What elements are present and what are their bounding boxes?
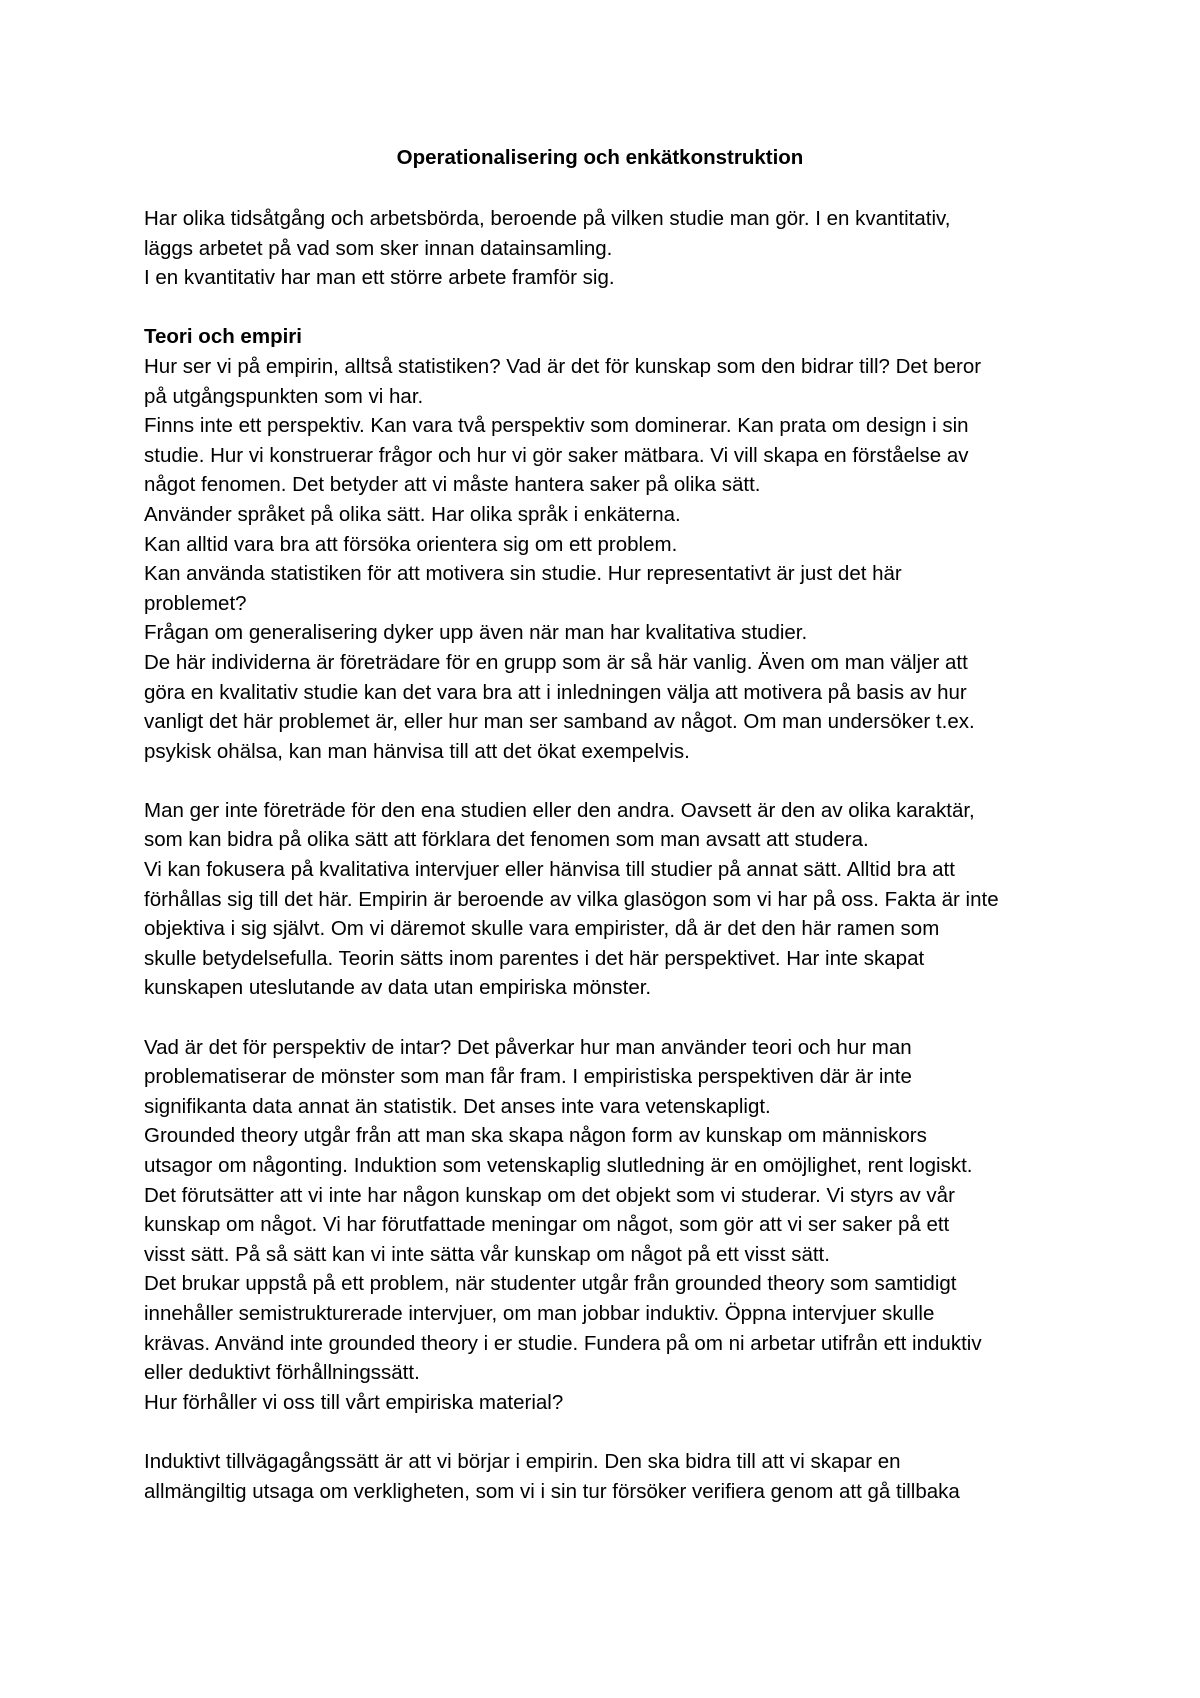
text-line: Kan använda statistiken för att motivera sin studie. Hur representativt är just det här [144,562,902,586]
paragraph-spacer [144,293,1084,323]
text-line: visst sätt. På så sätt kan vi inte sätta vår kunskap om något på ett visst sätt. [144,1242,830,1266]
text-line: på utgångspunkten som vi har. [144,384,424,408]
text-line: Hur ser vi på empirin, alltså statistiken? Vad är det för kunskap som den bidrar till? Det beror [144,354,982,378]
document-body [144,204,1084,1506]
text-line: Det brukar uppstå på ett problem, när studenter utgår från grounded theory som samtidigt [144,1272,957,1296]
text-line: Man ger inte företräde för den ena studien eller den andra. Oavsett är den av olika karaktär, [144,798,975,822]
text-line: Använder språket på olika sätt. Har olika språk i enkäterna. [144,502,681,526]
text-line: läggs arbetet på vad som sker innan datainsamling. [144,236,613,260]
text-line: Finns inte ett perspektiv. Kan vara två perspektiv som dominerar. Kan prata om design i sin [144,414,969,438]
paragraph-spacer [144,1417,1084,1447]
text-line: Hur förhåller vi oss till vårt empiriska material? [144,1390,564,1414]
text-line: Grounded theory utgår från att man ska skapa någon form av kunskap om människors [144,1124,927,1148]
text-line: förhållas sig till det här. Empirin är beroende av vilka glasögon som vi har på oss. Fakta är inte [144,887,999,911]
paragraph-perspectives [144,796,1084,1003]
text-line: psykisk ohälsa, kan man hänvisa till att det ökat exempelvis. [144,739,690,763]
text-line: som kan bidra på olika sätt att förklara det fenomen som man avsatt att studera. [144,828,869,852]
text-line: Vad är det för perspektiv de intar? Det påverkar hur man använder teori och hur man [144,1035,912,1059]
paragraph-intro [144,204,1084,293]
text-line: allmängiltig utsaga om verkligheten, som vi i sin tur försöker verifiera genom att gå tillbaka [144,1479,960,1503]
text-line: I en kvantitativ har man ett större arbete framför sig. [144,266,615,290]
text-line: De här individerna är företrädare för en grupp som är så här vanlig. Även om man väljer att [144,650,968,674]
text-line: kunskap om något. Vi har förutfattade meningar om något, som gör att vi ser saker på ett [144,1213,950,1237]
paragraph-spacer [144,1003,1084,1033]
text-line: Induktivt tillvägagångssätt är att vi börjar i empirin. Den ska bidra till att vi skapar en [144,1449,901,1473]
text-line: vanligt det här problemet är, eller hur man ser samband av något. Om man undersöker t.ex. [144,710,975,734]
text-line: Har olika tidsåtgång och arbetsbörda, beroende på vilken studie man gör. I en kvantitativ, [144,207,951,230]
text-line: krävas. Använd inte grounded theory i er studie. Fundera på om ni arbetar utifrån ett induktiv [144,1331,982,1355]
text-line: Det förutsätter att vi inte har någon kunskap om det objekt som vi studerar. Vi styrs av vår [144,1183,955,1207]
text-line: innehåller semistrukturerade intervjuer, om man jobbar induktiv. Öppna intervjuer skulle [144,1301,935,1325]
paragraph-inductive [144,1447,1084,1506]
section-heading: Teori och empiri [144,325,302,349]
text-line: något fenomen. Det betyder att vi måste hantera saker på olika sätt. [144,473,761,497]
text-line: göra en kvalitativ studie kan det vara bra att i inledningen välja att motivera på basis av hur [144,680,967,704]
text-line: studie. Hur vi konstruerar frågor och hur vi gör saker mätbara. Vi vill skapa en förståelse av [144,443,969,467]
text-line: eller deduktivt förhållningssätt. [144,1361,420,1385]
text-line: signifikanta data annat än statistik. Det anses inte vara vetenskapligt. [144,1094,771,1118]
text-line: kunskapen uteslutande av data utan empiriska mönster. [144,976,652,1000]
text-line: objektiva i sig självt. Om vi däremot skulle vara empirister, då är det den här ramen som [144,917,940,941]
text-line: Vi kan fokusera på kvalitativa intervjuer eller hänvisa till studier på annat sätt. Alltid bra att [144,858,955,882]
text-line: problematiserar de mönster som man får fram. I empiristiska perspektiven där är inte [144,1065,912,1089]
text-line: problemet? [144,591,247,615]
text-line: Kan alltid vara bra att försöka orientera sig om ett problem. [144,532,678,556]
paragraph-grounded-theory [144,1033,1084,1418]
text-line: skulle betydelsefulla. Teorin sätts inom parentes i det här perspektivet. Har inte skapat [144,946,925,970]
text-line: utsagor om någonting. Induktion som vetenskaplig slutledning är en omöjlighet, rent logiskt. [144,1154,973,1177]
paragraph-spacer [144,766,1084,796]
text-line: Frågan om generalisering dyker upp även när man har kvalitativa studier. [144,621,808,645]
document-title: Operationalisering och enkätkonstruktion [396,146,804,169]
paragraph-theory [144,352,1084,766]
